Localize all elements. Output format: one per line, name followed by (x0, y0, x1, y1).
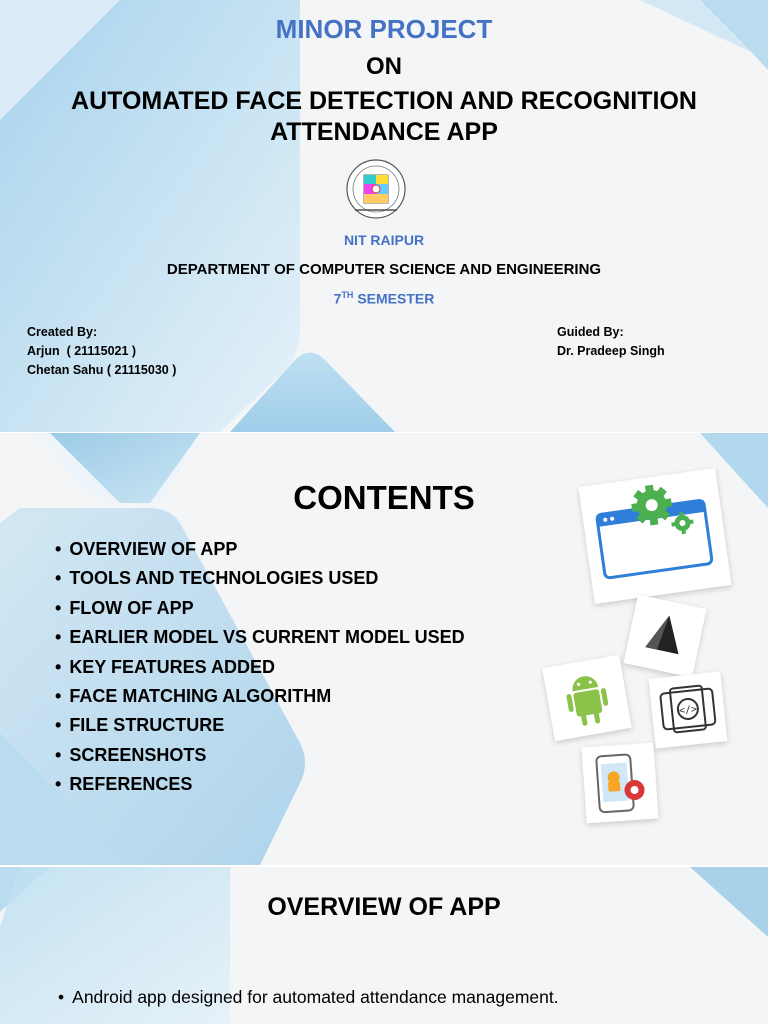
list-item: • SCREENSHOTS (55, 741, 465, 770)
created-by-label: Created By: (27, 325, 98, 339)
semester-suffix: TH (341, 290, 354, 300)
guide-name: Dr. Pradeep Singh (557, 344, 665, 358)
android-robot-icon (542, 655, 632, 741)
title-slide (0, 0, 768, 432)
overview-title: OVERVIEW OF APP (267, 893, 501, 921)
prism-logo-icon (623, 594, 706, 677)
code-device-card (649, 671, 728, 748)
code-device-icon (649, 671, 728, 748)
list-item: • KEY FEATURES ADDED (55, 653, 465, 682)
list-item: • EARLIER MODEL VS CURRENT MODEL USED (55, 623, 465, 652)
contents-slide (0, 433, 768, 865)
list-item: • FLOW OF APP (55, 594, 465, 623)
list-item: • TOOLS AND TECHNOLOGIES USED (55, 564, 465, 593)
title-line-2: ATTENDANCE APP (270, 118, 498, 146)
semester-word: SEMESTER (353, 290, 435, 307)
phone-settings-card (581, 743, 658, 824)
nit-raipur-seal-icon (345, 158, 407, 220)
android-card (542, 655, 632, 741)
semester-number: 7 (333, 290, 342, 307)
contents-list (55, 535, 465, 800)
browser-gears-card (578, 468, 731, 604)
guided-by-label: Guided By: (557, 325, 624, 339)
project-type-heading: MINOR PROJECT (275, 14, 493, 44)
department-name: DEPARTMENT OF COMPUTER SCIENCE AND ENGINEERING (166, 261, 602, 278)
guided-by-block (557, 323, 665, 361)
list-item: • REFERENCES (55, 770, 465, 799)
member-2: Chetan Sahu ( 21115030 ) (27, 363, 177, 377)
list-item: • FILE STRUCTURE (55, 711, 465, 740)
semester-label (0, 290, 768, 307)
svg-text:</>: </> (678, 704, 698, 717)
institute-name: NIT RAIPUR (343, 232, 425, 248)
overview-bullet: • Android app designed for automated attendance management. (58, 987, 559, 1008)
browser-gears-icon (578, 468, 731, 604)
list-item: • OVERVIEW OF APP (55, 535, 465, 564)
list-item: • FACE MATCHING ALGORITHM (55, 682, 465, 711)
prism-card (623, 594, 706, 677)
title-line-1: AUTOMATED FACE DETECTION AND RECOGNITION (71, 87, 697, 115)
project-title (0, 86, 768, 148)
member-1: Arjun ( 21115021 ) (27, 344, 137, 358)
created-by-block (27, 323, 176, 380)
overview-slide (0, 867, 768, 1024)
on-label: ON (366, 53, 402, 80)
contents-title: CONTENTS (293, 479, 475, 516)
phone-settings-icon (581, 743, 658, 824)
